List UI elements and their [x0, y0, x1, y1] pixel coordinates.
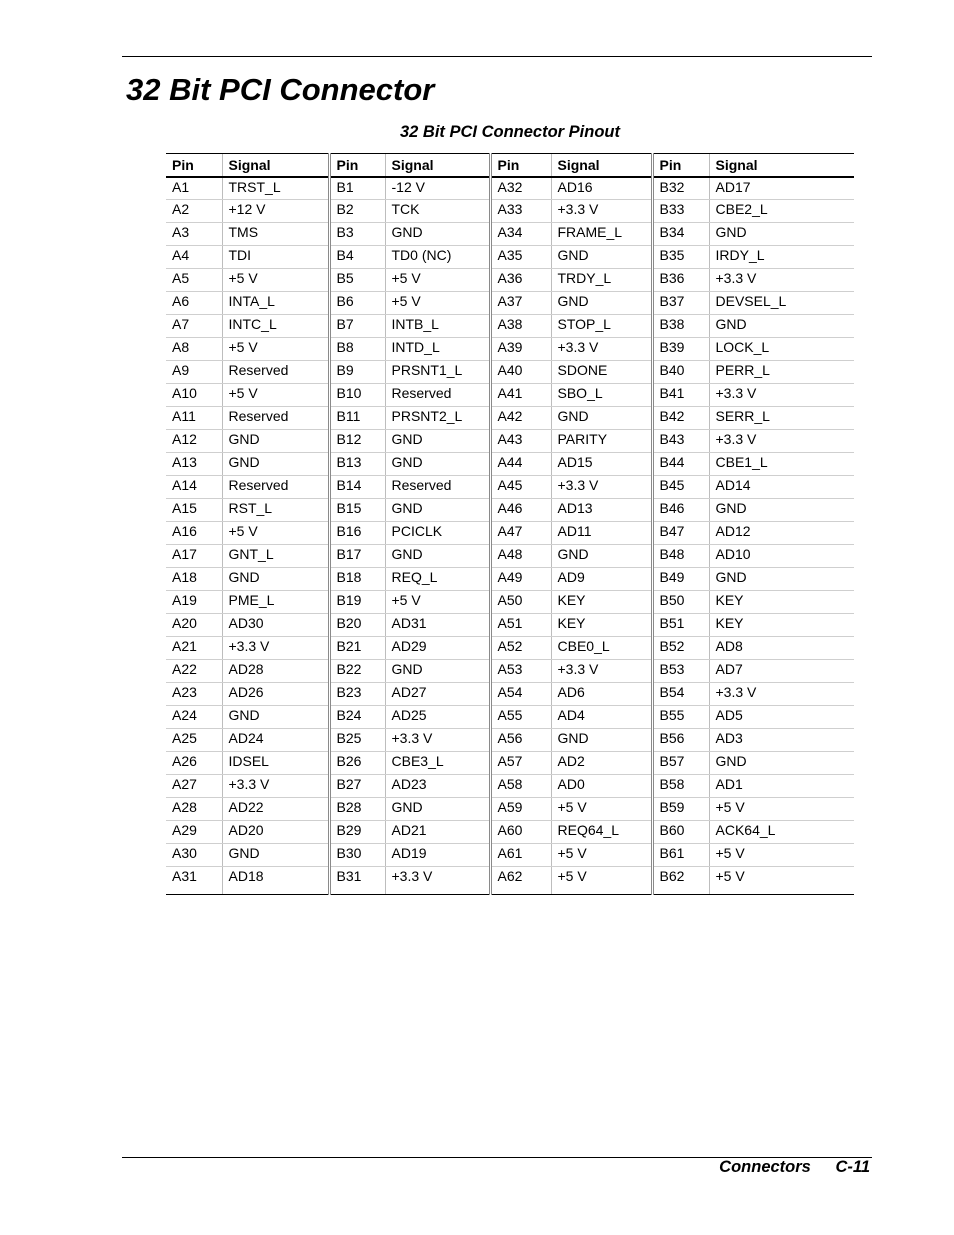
signal-cell: GND — [385, 430, 490, 453]
signal-cell: TRDY_L — [551, 269, 652, 292]
pin-cell: A40 — [490, 361, 551, 384]
table-row — [166, 821, 854, 844]
signal-cell: REQ_L — [385, 568, 490, 591]
signal-cell: AD5 — [709, 706, 854, 729]
pin-cell: B25 — [329, 729, 385, 752]
pin-cell: B46 — [652, 499, 709, 522]
signal-cell: IRDY_L — [709, 246, 854, 269]
signal-cell: CBE3_L — [385, 752, 490, 775]
pin-cell: A55 — [490, 706, 551, 729]
header-signal: Signal — [551, 154, 652, 177]
page-title: 32 Bit PCI Connector — [126, 72, 435, 107]
table-row — [166, 430, 854, 453]
signal-cell: +3.3 V — [551, 338, 652, 361]
pin-cell: B35 — [652, 246, 709, 269]
table-row — [166, 660, 854, 683]
table-header-row — [166, 154, 854, 177]
signal-cell: +5 V — [222, 384, 329, 407]
signal-cell: INTD_L — [385, 338, 490, 361]
signal-cell: PRSNT1_L — [385, 361, 490, 384]
pin-cell: B62 — [652, 867, 709, 895]
signal-cell: CBE1_L — [709, 453, 854, 476]
signal-cell: AD27 — [385, 683, 490, 706]
signal-cell: AD18 — [222, 867, 329, 895]
pin-cell: B23 — [329, 683, 385, 706]
signal-cell: Reserved — [385, 476, 490, 499]
signal-cell: GND — [709, 752, 854, 775]
pin-cell: A48 — [490, 545, 551, 568]
signal-cell: +5 V — [385, 269, 490, 292]
signal-cell: Reserved — [222, 476, 329, 499]
pin-cell: A15 — [166, 499, 222, 522]
signal-cell: GND — [551, 729, 652, 752]
pin-cell: A62 — [490, 867, 551, 895]
signal-cell: GND — [222, 706, 329, 729]
pin-cell: A59 — [490, 798, 551, 821]
pin-cell: A33 — [490, 200, 551, 223]
table-row — [166, 269, 854, 292]
pin-cell: B56 — [652, 729, 709, 752]
page-footer — [719, 1158, 870, 1177]
pin-cell: A53 — [490, 660, 551, 683]
pin-cell: A21 — [166, 637, 222, 660]
pin-cell: B10 — [329, 384, 385, 407]
pin-cell: A2 — [166, 200, 222, 223]
pin-cell: A32 — [490, 177, 551, 200]
signal-cell: AD2 — [551, 752, 652, 775]
signal-cell: +5 V — [551, 844, 652, 867]
table-row — [166, 568, 854, 591]
pin-cell: B20 — [329, 614, 385, 637]
table-row — [166, 292, 854, 315]
signal-cell: AD20 — [222, 821, 329, 844]
signal-cell: AD4 — [551, 706, 652, 729]
pin-cell: B40 — [652, 361, 709, 384]
signal-cell: REQ64_L — [551, 821, 652, 844]
pin-cell: B41 — [652, 384, 709, 407]
pin-cell: B55 — [652, 706, 709, 729]
pin-cell: A39 — [490, 338, 551, 361]
signal-cell: PME_L — [222, 591, 329, 614]
pin-cell: A14 — [166, 476, 222, 499]
signal-cell: GND — [709, 223, 854, 246]
signal-cell: AD25 — [385, 706, 490, 729]
pin-cell: B16 — [329, 522, 385, 545]
header-signal: Signal — [709, 154, 854, 177]
pin-cell: A3 — [166, 223, 222, 246]
signal-cell: AD1 — [709, 775, 854, 798]
header-rule — [122, 56, 872, 57]
pin-cell: B24 — [329, 706, 385, 729]
table-body — [166, 177, 854, 895]
pin-cell: B26 — [329, 752, 385, 775]
pin-cell: B61 — [652, 844, 709, 867]
signal-cell: KEY — [709, 614, 854, 637]
pin-cell: B18 — [329, 568, 385, 591]
pin-cell: A16 — [166, 522, 222, 545]
pin-cell: A52 — [490, 637, 551, 660]
signal-cell: AD29 — [385, 637, 490, 660]
table-row — [166, 476, 854, 499]
signal-cell: Reserved — [222, 361, 329, 384]
signal-cell: AD17 — [709, 177, 854, 200]
pin-cell: A49 — [490, 568, 551, 591]
signal-cell: PARITY — [551, 430, 652, 453]
pin-cell: B2 — [329, 200, 385, 223]
pin-cell: A19 — [166, 591, 222, 614]
pin-cell: A61 — [490, 844, 551, 867]
table-row — [166, 591, 854, 614]
pin-cell: B28 — [329, 798, 385, 821]
signal-cell: GND — [385, 453, 490, 476]
pin-cell: B50 — [652, 591, 709, 614]
pin-cell: B32 — [652, 177, 709, 200]
signal-cell: +5 V — [551, 798, 652, 821]
signal-cell: GND — [551, 545, 652, 568]
signal-cell: AD10 — [709, 545, 854, 568]
pin-cell: B45 — [652, 476, 709, 499]
signal-cell: GND — [385, 223, 490, 246]
pin-cell: A4 — [166, 246, 222, 269]
signal-cell: TCK — [385, 200, 490, 223]
pin-cell: A29 — [166, 821, 222, 844]
table-row — [166, 200, 854, 223]
signal-cell: +3.3 V — [385, 867, 490, 895]
signal-cell: GND — [709, 568, 854, 591]
signal-cell: GND — [222, 453, 329, 476]
signal-cell: KEY — [709, 591, 854, 614]
footer-page-number: C-11 — [835, 1158, 870, 1176]
signal-cell: GND — [551, 407, 652, 430]
pin-cell: B47 — [652, 522, 709, 545]
signal-cell: GND — [385, 499, 490, 522]
pin-cell: A57 — [490, 752, 551, 775]
pin-cell: A7 — [166, 315, 222, 338]
pin-cell: B3 — [329, 223, 385, 246]
table-row — [166, 706, 854, 729]
pin-cell: A38 — [490, 315, 551, 338]
pin-cell: A60 — [490, 821, 551, 844]
pin-cell: A47 — [490, 522, 551, 545]
table-row — [166, 223, 854, 246]
signal-cell: GND — [385, 798, 490, 821]
signal-cell: AD14 — [709, 476, 854, 499]
pin-cell: B6 — [329, 292, 385, 315]
pin-cell: A8 — [166, 338, 222, 361]
pin-cell: A37 — [490, 292, 551, 315]
pin-cell: B37 — [652, 292, 709, 315]
table-row — [166, 614, 854, 637]
signal-cell: GND — [222, 430, 329, 453]
signal-cell: AD26 — [222, 683, 329, 706]
table-row — [166, 683, 854, 706]
signal-cell: +5 V — [222, 522, 329, 545]
table-row — [166, 177, 854, 200]
header-pin: Pin — [490, 154, 551, 177]
pin-cell: A54 — [490, 683, 551, 706]
signal-cell: FRAME_L — [551, 223, 652, 246]
signal-cell: CBE2_L — [709, 200, 854, 223]
pin-cell: A24 — [166, 706, 222, 729]
pin-cell: B27 — [329, 775, 385, 798]
signal-cell: +3.3 V — [709, 384, 854, 407]
pin-cell: A50 — [490, 591, 551, 614]
table-row — [166, 453, 854, 476]
signal-cell: AD24 — [222, 729, 329, 752]
signal-cell: +12 V — [222, 200, 329, 223]
pin-cell: A12 — [166, 430, 222, 453]
pin-cell: A35 — [490, 246, 551, 269]
signal-cell: +5 V — [709, 798, 854, 821]
pin-cell: B29 — [329, 821, 385, 844]
signal-cell: PCICLK — [385, 522, 490, 545]
signal-cell: AD19 — [385, 844, 490, 867]
table-row — [166, 729, 854, 752]
signal-cell: ACK64_L — [709, 821, 854, 844]
pin-cell: A51 — [490, 614, 551, 637]
signal-cell: STOP_L — [551, 315, 652, 338]
pin-cell: B4 — [329, 246, 385, 269]
signal-cell: +3.3 V — [551, 660, 652, 683]
pin-cell: B43 — [652, 430, 709, 453]
pin-cell: B19 — [329, 591, 385, 614]
pin-cell: A23 — [166, 683, 222, 706]
pin-cell: B30 — [329, 844, 385, 867]
table-row — [166, 637, 854, 660]
signal-cell: AD3 — [709, 729, 854, 752]
pin-cell: B58 — [652, 775, 709, 798]
signal-cell: +3.3 V — [551, 200, 652, 223]
pin-cell: B49 — [652, 568, 709, 591]
pin-cell: B38 — [652, 315, 709, 338]
pin-cell: B15 — [329, 499, 385, 522]
signal-cell: +3.3 V — [709, 683, 854, 706]
pin-cell: A36 — [490, 269, 551, 292]
pin-cell: B52 — [652, 637, 709, 660]
signal-cell: AD16 — [551, 177, 652, 200]
pin-cell: B31 — [329, 867, 385, 895]
pin-cell: A44 — [490, 453, 551, 476]
pin-cell: B42 — [652, 407, 709, 430]
signal-cell: GND — [551, 292, 652, 315]
signal-cell: +3.3 V — [385, 729, 490, 752]
table-row — [166, 499, 854, 522]
pin-cell: B1 — [329, 177, 385, 200]
signal-cell: AD31 — [385, 614, 490, 637]
signal-cell: SERR_L — [709, 407, 854, 430]
signal-cell: +3.3 V — [551, 476, 652, 499]
signal-cell: LOCK_L — [709, 338, 854, 361]
signal-cell: GND — [385, 660, 490, 683]
pin-cell: A27 — [166, 775, 222, 798]
pin-cell: B21 — [329, 637, 385, 660]
signal-cell: PERR_L — [709, 361, 854, 384]
pin-cell: A46 — [490, 499, 551, 522]
header-signal: Signal — [385, 154, 490, 177]
pin-cell: A9 — [166, 361, 222, 384]
signal-cell: SBO_L — [551, 384, 652, 407]
header-pin: Pin — [652, 154, 709, 177]
signal-cell: Reserved — [385, 384, 490, 407]
pin-cell: A28 — [166, 798, 222, 821]
signal-cell: AD21 — [385, 821, 490, 844]
pin-cell: A30 — [166, 844, 222, 867]
table-row — [166, 545, 854, 568]
pin-cell: B44 — [652, 453, 709, 476]
table-row — [166, 798, 854, 821]
header-signal: Signal — [222, 154, 329, 177]
signal-cell: AD15 — [551, 453, 652, 476]
signal-cell: AD30 — [222, 614, 329, 637]
signal-cell: +3.3 V — [222, 637, 329, 660]
signal-cell: RST_L — [222, 499, 329, 522]
pin-cell: A26 — [166, 752, 222, 775]
signal-cell: DEVSEL_L — [709, 292, 854, 315]
table-row — [166, 775, 854, 798]
signal-cell: AD11 — [551, 522, 652, 545]
table-row — [166, 338, 854, 361]
pin-cell: A13 — [166, 453, 222, 476]
table-row — [166, 384, 854, 407]
table-row — [166, 407, 854, 430]
signal-cell: GND — [222, 844, 329, 867]
pin-cell: B17 — [329, 545, 385, 568]
pin-cell: A10 — [166, 384, 222, 407]
pin-cell: B7 — [329, 315, 385, 338]
pin-cell: B54 — [652, 683, 709, 706]
pin-cell: A6 — [166, 292, 222, 315]
signal-cell: AD8 — [709, 637, 854, 660]
signal-cell: GND — [709, 315, 854, 338]
pin-cell: B57 — [652, 752, 709, 775]
signal-cell: TDI — [222, 246, 329, 269]
signal-cell: +3.3 V — [222, 775, 329, 798]
pin-cell: A1 — [166, 177, 222, 200]
pin-cell: A31 — [166, 867, 222, 895]
signal-cell: INTB_L — [385, 315, 490, 338]
pin-cell: B48 — [652, 545, 709, 568]
pin-cell: B60 — [652, 821, 709, 844]
signal-cell: AD0 — [551, 775, 652, 798]
signal-cell: GND — [222, 568, 329, 591]
footer-section: Connectors — [719, 1158, 811, 1176]
table-row — [166, 522, 854, 545]
signal-cell: TMS — [222, 223, 329, 246]
signal-cell: +5 V — [709, 867, 854, 895]
pin-cell: B51 — [652, 614, 709, 637]
table-row — [166, 752, 854, 775]
signal-cell: +5 V — [551, 867, 652, 895]
signal-cell: AD9 — [551, 568, 652, 591]
pin-cell: B34 — [652, 223, 709, 246]
signal-cell: GND — [551, 246, 652, 269]
signal-cell: +5 V — [222, 338, 329, 361]
signal-cell: +3.3 V — [709, 430, 854, 453]
signal-cell: AD23 — [385, 775, 490, 798]
pin-cell: B53 — [652, 660, 709, 683]
signal-cell: AD7 — [709, 660, 854, 683]
signal-cell: KEY — [551, 591, 652, 614]
header-pin: Pin — [329, 154, 385, 177]
signal-cell: AD12 — [709, 522, 854, 545]
pin-cell: A41 — [490, 384, 551, 407]
signal-cell: -12 V — [385, 177, 490, 200]
pin-cell: A18 — [166, 568, 222, 591]
pin-cell: B39 — [652, 338, 709, 361]
signal-cell: +5 V — [222, 269, 329, 292]
pin-cell: A5 — [166, 269, 222, 292]
signal-cell: GNT_L — [222, 545, 329, 568]
signal-cell: GND — [709, 499, 854, 522]
pin-cell: A58 — [490, 775, 551, 798]
signal-cell: Reserved — [222, 407, 329, 430]
pin-cell: B9 — [329, 361, 385, 384]
signal-cell: GND — [385, 545, 490, 568]
signal-cell: +3.3 V — [709, 269, 854, 292]
table-row — [166, 315, 854, 338]
signal-cell: SDONE — [551, 361, 652, 384]
signal-cell: TD0 (NC) — [385, 246, 490, 269]
pin-cell: A42 — [490, 407, 551, 430]
pin-cell: A25 — [166, 729, 222, 752]
table-caption: 32 Bit PCI Connector Pinout — [399, 123, 620, 141]
pin-cell: B36 — [652, 269, 709, 292]
pin-cell: A43 — [490, 430, 551, 453]
signal-cell: +5 V — [709, 844, 854, 867]
pin-cell: B33 — [652, 200, 709, 223]
pin-cell: B8 — [329, 338, 385, 361]
signal-cell: INTA_L — [222, 292, 329, 315]
signal-cell: CBE0_L — [551, 637, 652, 660]
signal-cell: TRST_L — [222, 177, 329, 200]
header-pin: Pin — [166, 154, 222, 177]
signal-cell: KEY — [551, 614, 652, 637]
pin-cell: A56 — [490, 729, 551, 752]
signal-cell: +5 V — [385, 591, 490, 614]
pinout-table — [166, 153, 854, 895]
signal-cell: PRSNT2_L — [385, 407, 490, 430]
pin-cell: A20 — [166, 614, 222, 637]
pin-cell: B5 — [329, 269, 385, 292]
signal-cell: +5 V — [385, 292, 490, 315]
table-row — [166, 246, 854, 269]
signal-cell: AD13 — [551, 499, 652, 522]
table-row — [166, 867, 854, 895]
signal-cell: IDSEL — [222, 752, 329, 775]
pin-cell: A22 — [166, 660, 222, 683]
signal-cell: AD6 — [551, 683, 652, 706]
pin-cell: B14 — [329, 476, 385, 499]
pin-cell: B59 — [652, 798, 709, 821]
pin-cell: B11 — [329, 407, 385, 430]
table-row — [166, 361, 854, 384]
pin-cell: B13 — [329, 453, 385, 476]
signal-cell: AD28 — [222, 660, 329, 683]
signal-cell: INTC_L — [222, 315, 329, 338]
table-row — [166, 844, 854, 867]
pin-cell: B12 — [329, 430, 385, 453]
pin-cell: A45 — [490, 476, 551, 499]
signal-cell: AD22 — [222, 798, 329, 821]
pin-cell: A34 — [490, 223, 551, 246]
pin-cell: B22 — [329, 660, 385, 683]
pin-cell: A17 — [166, 545, 222, 568]
pin-cell: A11 — [166, 407, 222, 430]
